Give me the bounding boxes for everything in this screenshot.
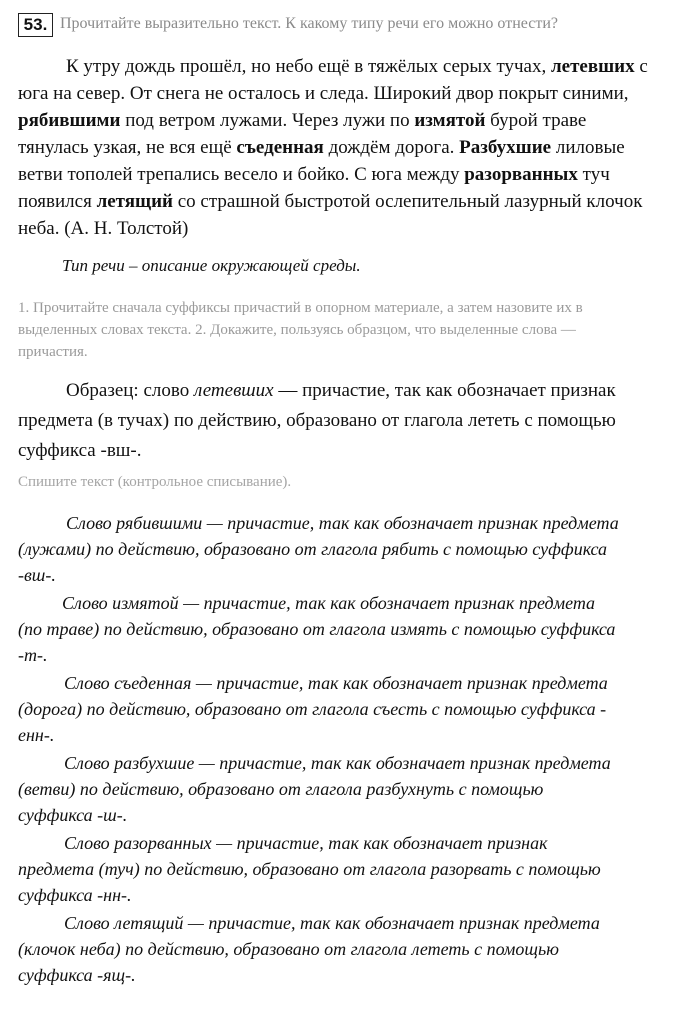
sample-line: Образец: слово летевших — причастие, так как обозначает признак [66,380,616,401]
tasks-instruction [18,297,690,363]
speech-type-answer: Тип речи – описание окружающей среды. [62,256,361,275]
reading-passage [18,53,690,242]
sample-line: суффикса -вш-. [18,440,142,461]
task-line: причастия. [18,344,88,360]
answer-line: суффикса -ш-. [18,805,128,825]
sample-block [18,376,690,466]
exercise-header [18,10,688,40]
answers-block [18,510,690,990]
answer-line: енн-. [18,725,55,745]
answer-line: (лужами) по действию, образовано от глагола рябить с помощью суффикса [18,539,607,559]
highlighted-word: летящий [96,191,173,212]
answer-line: Слово летящий — причастие, так как обозначает признак предмета [64,913,600,933]
answer-line: Слово разбухшие — причастие, так как обозначает признак предмета [64,753,611,773]
copy-task-instruction: Спишите текст (контрольное списывание). [18,474,292,490]
answer-paragraph [18,910,690,988]
answer-line: (ветви) по действию, образовано от глагола разбухнуть с помощью [18,779,544,799]
sample-line: предмета (в тучах) по действию, образовано от глагола лететь с помощью [18,410,616,431]
answer-paragraph [18,750,690,828]
task-line: 1. Прочитайте сначала суффиксы причастий в опорном материале, а затем назовите их в [18,300,583,316]
exercise-number: 53. [18,13,53,37]
answer-line: Слово измятой — причастие, так как обозначает признак предмета [62,593,596,613]
answer-line: -т-. [18,645,48,665]
answer-paragraph [18,830,690,908]
answer-line: суффикса -нн-. [18,885,132,905]
passage-line: К утру дождь прошёл, но небо ещё в тяжёлых серых тучах, летевших с [66,56,648,77]
answer-line: суффикса -ящ-. [18,965,136,985]
answer-line: -вш-. [18,565,56,585]
passage-line: неба. (А. Н. Толстой) [18,218,189,239]
answer-line: Слово разорванных — причастие, так как обозначает признак [64,833,548,853]
highlighted-word: рябившими [18,110,121,131]
passage-line: рябившими под ветром лужами. Через лужи по измятой бурой траве [18,110,587,131]
passage-line: юга на север. От снега не осталось и следа. Широкий двор покрыт синими, [18,83,629,104]
exercise-instruction: Прочитайте выразительно текст. К какому типу речи его можно отнести? [60,15,559,32]
answer-line: Слово съеденная — причастие, так как обозначает признак предмета [64,673,608,693]
sample-word: летевших [193,380,274,401]
passage-line: тянулась узкая, не вся ещё съеденная дождём дорога. Разбухшие лиловые [18,137,625,158]
answer-line: Слово рябившими — причастие, так как обозначает признак предмета [66,513,619,533]
answer-paragraph [18,510,690,588]
answer-line: (клочок неба) по действию, образовано от глагола лететь с помощью [18,939,559,959]
highlighted-word: Разбухшие [459,137,552,158]
task-line: выделенных словах текста. 2. Докажите, пользуясь образцом, что выделенные слова — [18,322,576,338]
answer-line: (по траве) по действию, образовано от глагола измять с помощью суффикса [18,619,616,639]
highlighted-word: измятой [414,110,486,131]
passage-line: ветви тополей трепались весело и бойко. С юга между разорванных туч [18,164,610,185]
answer-paragraph [18,670,690,748]
highlighted-word: летевших [550,56,635,77]
highlighted-word: разорванных [464,164,578,185]
highlighted-word: съеденная [236,137,324,158]
answer-line: предмета (туч) по действию, образовано от глагола разорвать с помощью [18,859,601,879]
answer-paragraph [18,590,690,668]
passage-line: появился летящий со страшной быстротой ослепительный лазурный клочок [18,191,643,212]
answer-line: (дорога) по действию, образовано от глагола съесть с помощью суффикса - [18,699,607,719]
